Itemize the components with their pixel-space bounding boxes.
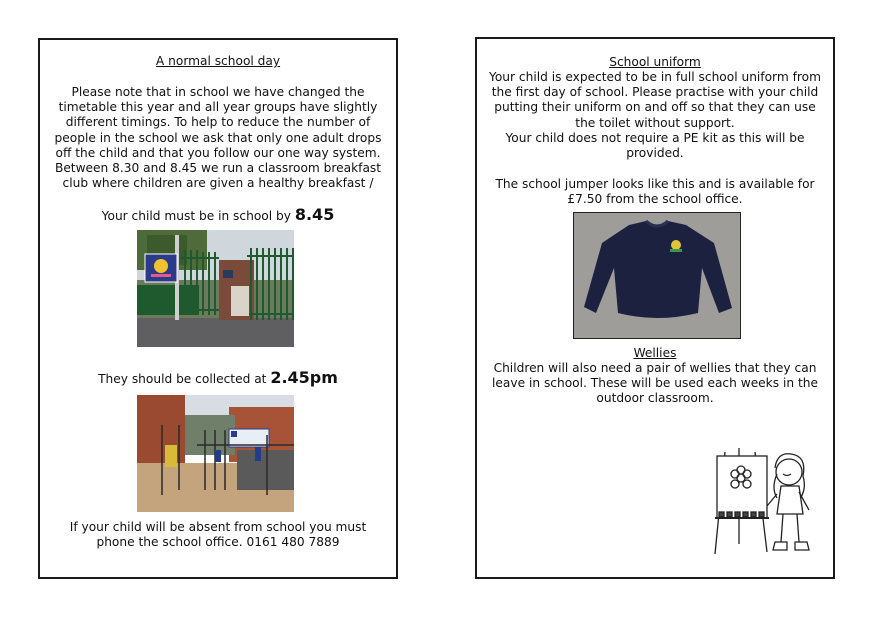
absence-line: If your child will be absent from school you must (69, 520, 367, 534)
uniform-line: the first day of school. Please practise with your child (491, 85, 819, 100)
wellies-line: Children will also need a pair of wellies that they can (493, 361, 817, 375)
intro-line: timetable this year and all year groups have slightly (58, 100, 378, 115)
intro-line: people in the school we ask that only one adult drops (54, 130, 382, 145)
intro-line: Between 8.30 and 8.45 we run a classroom breakfast (54, 161, 382, 176)
jumper-paragraph (477, 177, 833, 207)
intro-line: Please note that in school we have changed the (71, 85, 365, 99)
absence-paragraph (40, 520, 396, 550)
school-gate-photo (137, 230, 294, 347)
wellies-paragraph (477, 361, 833, 407)
jumper-line: The school jumper looks like this and is available for (495, 177, 815, 191)
school-jumper-photo (573, 212, 741, 339)
school-day-title: A normal school day (155, 54, 281, 68)
uniform-line: Your child is expected to be in full school uniform from (489, 70, 821, 84)
uniform-title: School uniform (609, 55, 701, 69)
jumper-line: £7.50 from the school office. (567, 192, 743, 207)
uniform-line: Your child does not require a PE kit as this will be (505, 130, 805, 145)
intro-paragraph (40, 85, 396, 191)
girl-painting-clipart (711, 444, 815, 556)
uniform-line: putting their uniform on and off so that they can use (494, 100, 816, 115)
uniform-line: the toilet without support. (575, 115, 735, 130)
uniform-line: provided. (626, 146, 684, 161)
intro-line: different timings. To help to reduce the number of (65, 115, 371, 130)
uniform-paragraph (477, 70, 833, 161)
dropoff-text: Your child must be in school by (101, 209, 295, 223)
right-page-panel (475, 37, 835, 579)
school-entrance-photo (137, 395, 294, 512)
absence-line: phone the school office. 0161 480 7889 (96, 535, 340, 550)
wellies-line: leave in school. These will be used each weeks in the (492, 376, 818, 391)
dropoff-time: 8.45 (294, 205, 335, 224)
wellies-line: outdoor classroom. (596, 391, 714, 406)
collect-line (40, 370, 396, 387)
collect-time: 2.45pm (270, 368, 338, 387)
dropoff-line (40, 207, 396, 224)
intro-line: club where children are given a healthy breakfast / (62, 176, 374, 191)
wellies-title: Wellies (633, 346, 677, 360)
left-page-panel (38, 38, 398, 579)
intro-line: off the child and that you follow our one way system. (55, 145, 381, 160)
collect-text: They should be collected at (98, 372, 271, 386)
